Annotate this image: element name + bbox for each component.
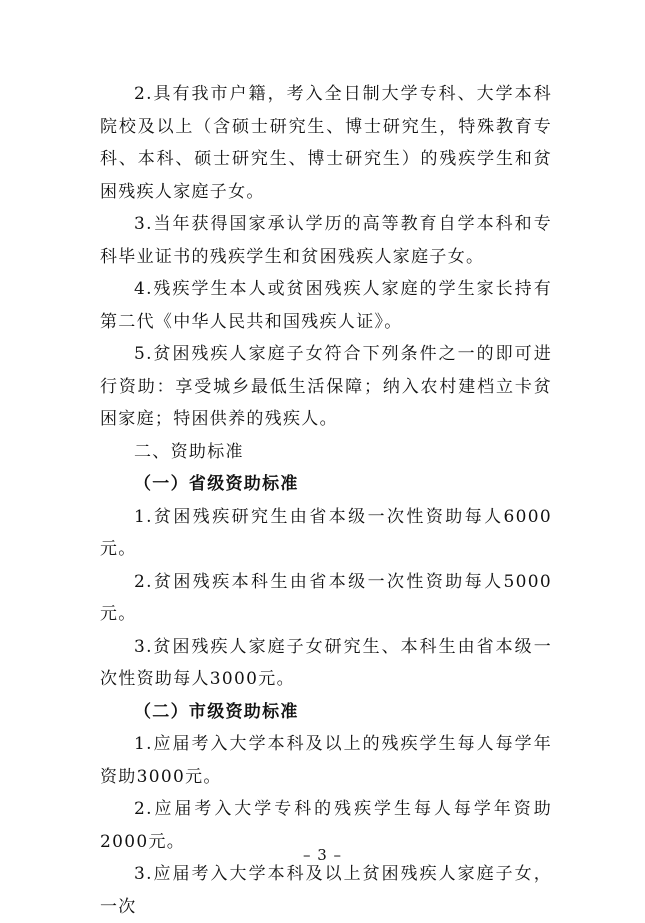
paragraph-municipal-3: 3.应届考入大学本科及以上贫困残疾人家庭子女，一次 [100,864,552,917]
paragraph-provincial-3: 3.贫困残疾人家庭子女研究生、本科生由省本级一次性资助每人3000元。 [100,636,552,689]
subheading-provincial-standards: （一）省级资助标准 [134,474,299,494]
paragraph-eligibility-5: 5.贫困残疾人家庭子女符合下列条件之一的即可进行资助：享受城乡最低生活保障；纳入农村建档立卡贫困家庭；特困供养的残疾人。 [100,344,552,429]
section-heading-funding-standards: 二、资助标准 [134,441,244,462]
paragraph-eligibility-3: 3.当年获得国家承认学历的高等教育自学本科和专科毕业证书的残疾学生和贫困残疾人家庭子女。 [100,214,552,267]
paragraph-provincial-2: 2.贫困残疾本科生由省本级一次性资助每人5000元。 [100,571,552,624]
paragraph-provincial-1: 1.贫困残疾研究生由省本级一次性资助每人6000元。 [100,506,552,559]
paragraph-municipal-1: 1.应届考入大学本科及以上的残疾学生每人每学年资助3000元。 [100,734,552,787]
paragraph-eligibility-2: 2.具有我市户籍，考入全日制大学专科、大学本科院校及以上（含硕士研究生、博士研究生，特殊教育专科、本科、硕士研究生、博士研究生）的残疾学生和贫困残疾人家庭子女。 [100,84,552,202]
document-body [100,78,552,923]
paragraph-eligibility-4: 4.残疾学生本人或贫困残疾人家庭的学生家长持有第二代《中华人民共和国残疾人证》。 [100,279,552,332]
paragraph-municipal-2: 2.应届考入大学专科的残疾学生每人每学年资助2000元。 [100,799,552,852]
page-number: – 3 – [302,846,343,864]
subheading-municipal-standards: （二）市级资助标准 [134,701,299,722]
